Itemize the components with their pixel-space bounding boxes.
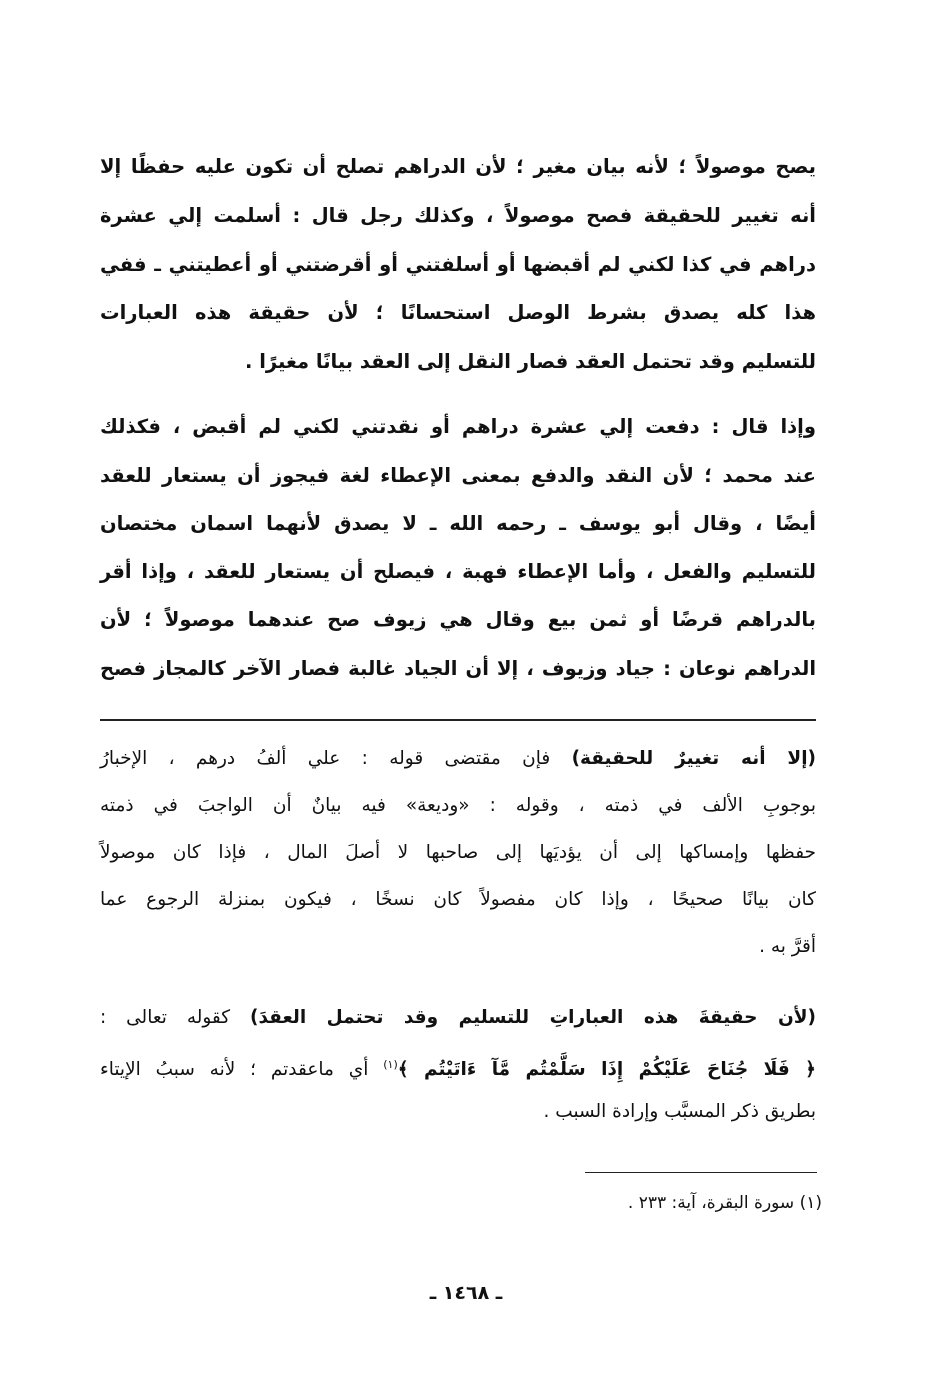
commentary-line: كان بيانًا صحيحًا ، وإذا كان مفصولاً كان نسخًا ، فيكون بمنزلة الرجوع عما [100,889,816,910]
commentary-line: أقرَّ به . [759,936,816,957]
main-line: هذا كله يصدق بشرط الوصل استحسانًا ؛ لأن حقيقة هذه العبارات [100,301,816,324]
commentary-text: أي ماعقدتم ؛ لأنه سببُ الإيتاء [100,1059,384,1081]
commentary-line [100,734,816,784]
commentary-line: بطريق ذكر المسبَّب وإرادة السبب . [543,1101,816,1122]
commentary-line [100,1040,816,1090]
commentary-text: كقوله تعالى : [100,1007,250,1028]
commentary-lemma: (إلا أنه تغييرٌ للحقيقة) [571,748,817,769]
main-line: أيضًا ، وقال أبو يوسف ـ رحمه الله ـ لا يصدق لأنهما اسمان مختصان [100,512,816,535]
page-number: ـ ١٤٦٨ ـ [429,1282,503,1304]
main-line: الدراهم نوعان : جياد وزيوف ، إلا أن الجياد غالبة فصار الآخر كالمجاز فصح [100,657,816,680]
commentary-text: فإن مقتضى قوله : علي ألفُ درهم ، الإخبارُ [100,748,572,769]
footnote-separator-rule [585,1172,817,1173]
main-line: يصح موصولاً ؛ لأنه بيان مغير ؛ لأن الدراهم تصلح أن تكون عليه حفظًا إلا [100,155,816,178]
main-line: بالدراهم قرضًا أو ثمن بيع وقال هي زيوف صح عندهما موصولاً ؛ لأن [100,608,816,631]
commentary-lemma: (لأن حقيقةَ هذه العباراتِ للتسليم وقد تحتمل العقدَ) [250,1007,816,1028]
main-separator-rule [100,719,816,721]
commentary-line: حفظها وإمساكها إلى أن يؤديَها إلى صاحبها لا أصلَ المال ، فإذا كان موصولاً [100,842,816,863]
commentary-line [100,993,816,1043]
commentary-line: بوجوبِ الألف في ذمته ، وقوله : «وديعة» فيه بيانٌ أن الواجبَ في ذمته [100,795,816,816]
footnote-ref: (١) [383,1058,398,1071]
main-line: دراهم في كذا لكني لم أقبضها أو أسلفتني أو أقرضتني أو أعطيتني ـ ففي [100,253,816,276]
main-line: للتسليم والفعل ، وأما الإعطاء فهبة ، فيصلح أن يستعار للعقد ، وإذا أقر [100,560,816,583]
main-line: للتسليم وقد تحتمل العقد فصار النقل إلى العقد بيانًا مغيرًا . [245,350,816,373]
footnote: (١) سورة البقرة، آية: ٢٣٣ . [627,1193,822,1213]
main-line: أنه تغيير للحقيقة فصح موصولاً ، وكذلك رجل قال : أسلمت إلي عشرة [100,204,816,227]
quran-verse: ﴿ فَلَا جُنَاحَ عَلَيْكُمْ إِذَا سَلَّمْتُم مَّآ ءَاتَيْتُم ﴾ [397,1059,816,1081]
main-line: وإذا قال : دفعت إلي عشرة دراهم أو نقدتني لكني لم أقبض ، فكذلك [100,415,816,438]
main-line: عند محمد ؛ لأن النقد والدفع بمعنى الإعطاء لغة فيجوز أن يستعار للعقد [100,464,816,487]
